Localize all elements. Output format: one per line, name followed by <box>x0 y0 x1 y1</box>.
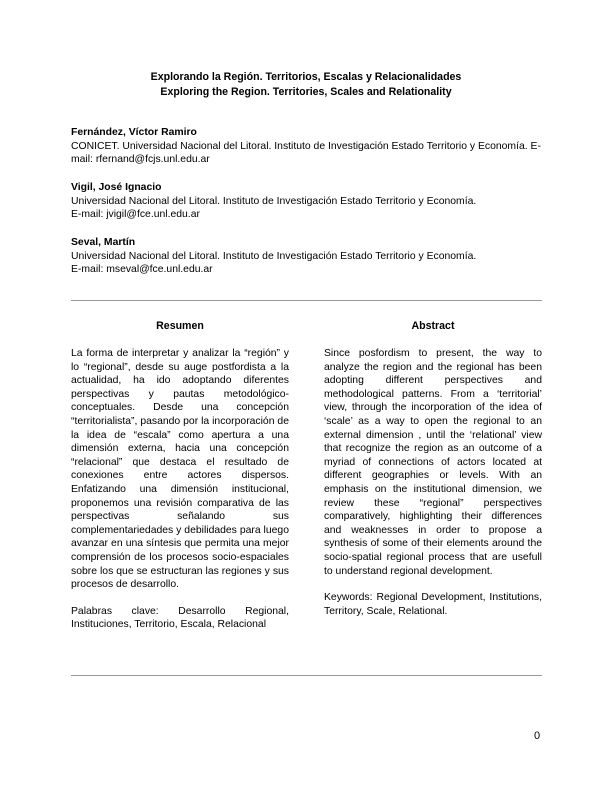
abstract-column <box>324 319 542 618</box>
resumen-heading: Resumen <box>156 320 204 332</box>
title-spanish: Explorando la Región. Territorios, Escalas y Relacionalidades <box>150 71 462 83</box>
title-english: Exploring the Region. Territories, Scales and Relationality <box>160 86 452 98</box>
author-email: E-mail: rfernand@fcjs.unl.edu.ar <box>71 140 541 166</box>
author-name: Seval, Martín <box>71 237 136 248</box>
abstract-heading: Abstract <box>411 320 455 332</box>
author-block <box>71 181 541 222</box>
author-email: E-mail: jvigil@fce.unl.edu.ar <box>71 209 200 221</box>
author-name: Vigil, José Ignacio <box>71 182 162 193</box>
author-affiliation: Universidad Nacional del Litoral. Instituto de Investigación Estado Territorio y Economía. <box>71 195 477 207</box>
top-divider <box>71 300 542 301</box>
resumen-body: La forma de interpretar y analizar la “región” y lo “regional”, desde su auge postfordista a la actualidad, ha ido adoptando diferentes perspectivas y pautas metodológico-conceptuales. Desde una concepción “territorialista”, pasando por la incorporación de la idea de “escala” como apertura a una dimensión externa, hacia una concepción “relacional” que destaca el resultado de conexiones entre actores dispersos. Enfatizando una dimensión institucional, proponemos una revisión comparativa de las perspectivas señalando sus complementariedades y debilidades para luego avanzar en una síntesis que permita una mejor comprensión de los procesos socio-espaciales sobre los que se estructuran las regiones y sus procesos de desarrollo. <box>71 348 289 591</box>
bottom-divider <box>71 675 542 676</box>
author-block <box>71 236 541 277</box>
author-block <box>71 126 541 167</box>
resumen-column <box>71 319 289 632</box>
author-affiliation: CONICET. Universidad Nacional del Litoral. Instituto de Investigación Estado Territorio y Economía. <box>71 140 528 152</box>
page-number: 0 <box>534 730 541 742</box>
abstract-body: Since posfordism to present, the way to analyze the region and the regional has been adopting different perspectives and methodological patterns. From a ‘territorial’ view, through the incorporation of the idea of ‘scale’ as a way to open the regional to an external dimension , until the ‘relational’ view that recognize the region as an outcome of a myriad of connections of actors located at different geographies or levels. With an emphasis on the institutional dimension, we review these “regional” perspectives comparatively, highlighting their differences and weaknesses in order to propose a synthesis of some of their elements around the socio-spatial regional process that are usefull to understand regional development. <box>324 348 542 577</box>
author-affiliation: Universidad Nacional del Litoral. Instituto de Investigación Estado Territorio y Economía. <box>71 250 477 262</box>
author-email: E-mail: mseval@fce.unl.edu.ar <box>71 264 213 276</box>
resumen-keywords: Palabras clave: Desarrollo Regional, Instituciones, Territorio, Escala, Relacional <box>71 605 289 631</box>
author-name: Fernández, Víctor Ramiro <box>71 127 197 138</box>
abstract-keywords: Keywords: Regional Development, Institutions, Territory, Scale, Relational. <box>324 592 542 617</box>
